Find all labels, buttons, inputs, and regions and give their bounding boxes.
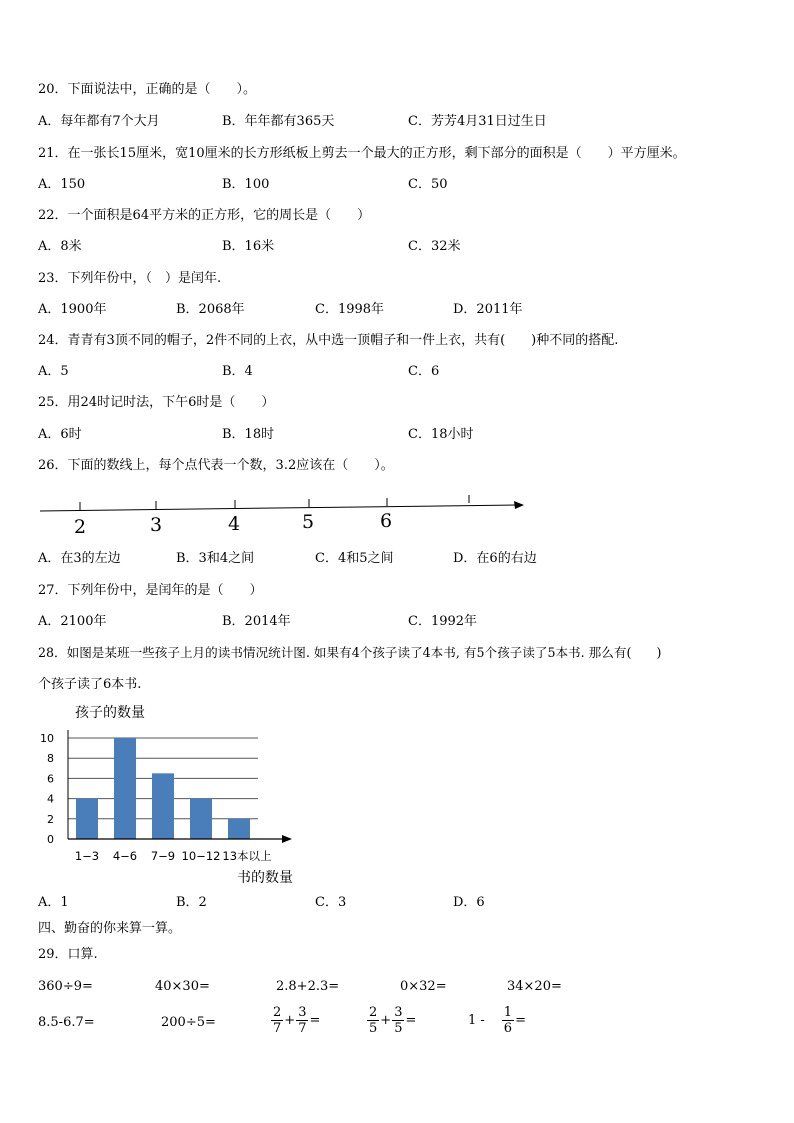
q25-stem: 25．用24时记时法，下午6时是（ ）: [38, 395, 275, 410]
q28-stem-line1: 28．如图是某班一些孩子上月的读书情况统计图. 如果有4个孩子读了4本书, 有5个孩子读了5本书. 那么有( ): [38, 645, 662, 660]
q20-stem: 20．下面说法中，正确的是（ ）。: [38, 82, 257, 97]
q22-option-c[interactable]: C．32米: [408, 239, 461, 254]
q20-option-c[interactable]: C．芳芳4月31日过生日: [408, 114, 547, 129]
q24-option-c[interactable]: C．6: [408, 364, 440, 379]
q27-option-b[interactable]: B．2014年: [222, 614, 291, 629]
q25-option-b[interactable]: B．18时: [222, 427, 275, 442]
fraction: $\frac{3}{7}$: [298, 1005, 307, 1036]
y-tick-label: 6: [47, 772, 54, 786]
number-line-label: 3: [149, 514, 163, 536]
equals-sign: =: [515, 1013, 526, 1028]
number-line-label: 4: [227, 513, 241, 535]
q28-stem-line2: 个孩子读了6本书.: [38, 677, 142, 692]
q21-option-c[interactable]: C．50: [408, 177, 448, 192]
equals-sign: =: [309, 1013, 321, 1028]
x-tick-label: 13本以上: [222, 849, 272, 863]
bar: [152, 773, 174, 839]
bar: [228, 819, 250, 839]
q28-option-a[interactable]: A．1: [38, 895, 69, 910]
fraction: $\frac{1}{6}$: [503, 1005, 513, 1036]
q23-option-d[interactable]: D．2011年: [453, 302, 523, 317]
number-line-label: 6: [379, 510, 393, 532]
fraction: 2 7: [273, 1005, 282, 1036]
chart-x-axis-title: 书的数量: [237, 870, 293, 886]
calc-item[interactable]: 40×30=: [155, 979, 210, 994]
q27-option-c[interactable]: C．1992年: [408, 614, 478, 629]
equals-sign: =: [405, 1013, 417, 1028]
q26-option-d[interactable]: D．在6的右边: [453, 551, 537, 566]
calc-item[interactable]: 200÷5=: [161, 1015, 216, 1030]
reading-bar-chart: [30, 698, 320, 890]
calc-item[interactable]: 8.5-6.7=: [38, 1015, 95, 1030]
q26-option-c[interactable]: C．4和5之间: [315, 551, 394, 566]
calc-item[interactable]: 34×20=: [507, 979, 562, 994]
fraction: 2 5: [369, 1005, 378, 1036]
q22-option-b[interactable]: B．16米: [222, 239, 275, 254]
y-tick-label: 8: [47, 752, 54, 766]
minuend: 1 -: [468, 1013, 485, 1028]
bar: [190, 799, 212, 839]
x-axis-arrow: [282, 835, 292, 843]
q28-option-c[interactable]: C．3: [315, 895, 347, 910]
y-tick-label: 4: [47, 792, 54, 806]
q29-stem: 29．口算.: [38, 947, 98, 962]
q20-option-a[interactable]: A．每年都有7个大月: [38, 114, 160, 129]
bar: [76, 799, 98, 839]
q26-stem: 26．下面的数线上，每个点代表一个数，3.2应该在（ ）。: [38, 458, 394, 473]
plus-sign: +: [284, 1013, 296, 1028]
q23-option-a[interactable]: A．1900年: [38, 302, 107, 317]
q24-option-b[interactable]: B．4: [222, 364, 253, 379]
q24-option-a[interactable]: A．5: [38, 364, 69, 379]
calc-item[interactable]: 0×32=: [400, 979, 447, 994]
chart-y-axis-title: 孩子的数量: [75, 705, 145, 721]
y-tick-label: 10: [40, 732, 54, 745]
bar: [114, 738, 136, 839]
x-tick-label: 4−6: [112, 849, 138, 863]
plus-sign: +: [380, 1013, 392, 1028]
q22-option-a[interactable]: A．8米: [38, 239, 82, 254]
q22-stem: 22．一个面积是64平方米的正方形，它的周长是（ ）: [38, 208, 371, 223]
q27-stem: 27．下列年份中，是闰年的是（ ）: [38, 583, 263, 598]
calc-item[interactable]: 2.8+2.3=: [276, 979, 340, 994]
q26-option-a[interactable]: A．在3的左边: [38, 551, 121, 566]
y-tick-label: 0: [47, 833, 54, 846]
fraction-expression-3[interactable]: [468, 1005, 526, 1036]
q26-option-b[interactable]: B．3和4之间: [176, 551, 255, 566]
q23-option-c[interactable]: C．1998年: [315, 302, 385, 317]
q20-option-b[interactable]: B．年年都有365天: [222, 114, 335, 129]
q21-option-a[interactable]: A．150: [38, 177, 86, 192]
q28-option-b[interactable]: B．2: [176, 895, 207, 910]
fraction-expression-1[interactable]: [270, 1005, 320, 1036]
section-title: 四、勤奋的你来算一算。: [38, 921, 182, 936]
fraction-expression-2[interactable]: [366, 1005, 416, 1036]
q21-option-b[interactable]: B．100: [222, 177, 270, 192]
q24-stem: 24．青青有3顶不同的帽子，2件不同的上衣，从中选一顶帽子和一件上衣，共有( )种不同的搭配.: [38, 333, 619, 348]
q28-option-d[interactable]: D．6: [453, 895, 485, 910]
x-tick-label: 1−3: [74, 849, 100, 863]
y-tick-label: 2: [47, 812, 54, 826]
number-line-label: 2: [73, 516, 87, 538]
q25-option-c[interactable]: C．18小时: [408, 427, 474, 442]
fraction: $\frac{3}{5}$: [394, 1005, 403, 1036]
q23-stem: 23．下列年份中，（ ）是闰年.: [38, 271, 222, 286]
q21-stem: 21．在一张长15厘米，宽10厘米的长方形纸板上剪去一个最大的正方形，剩下部分的面积是（ ）平方厘米。: [38, 146, 686, 161]
q27-option-a[interactable]: A．2100年: [38, 614, 107, 629]
calc-item[interactable]: 360÷9=: [38, 979, 93, 994]
x-tick-label: 10−12: [181, 849, 221, 863]
x-tick-label: 7−9: [150, 849, 176, 863]
q25-option-a[interactable]: A．6时: [38, 427, 82, 442]
number-line: [30, 490, 530, 538]
q23-option-b[interactable]: B．2068年: [176, 302, 245, 317]
number-line-label: 5: [301, 511, 315, 533]
